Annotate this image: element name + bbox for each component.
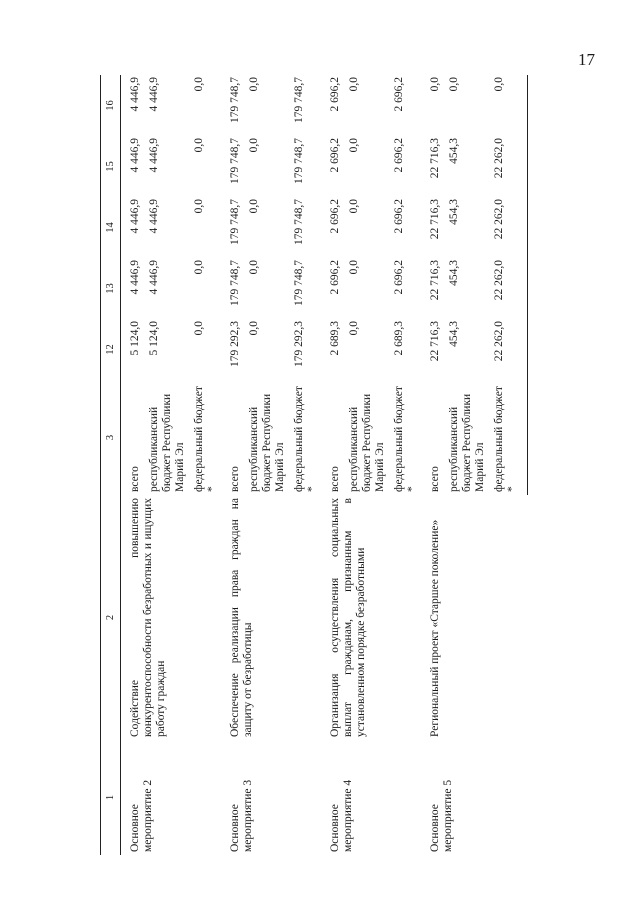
amount-cell: 2 689,3 (329, 321, 341, 356)
amount-cell: 4 446,9 (129, 138, 141, 173)
funding-source: республиканский бюджет Республики Марий Эл (148, 393, 186, 492)
amount-cell: 22 262,0 (489, 136, 528, 197)
amount-cell: 0,0 (248, 77, 260, 92)
amount-cell: 2 696,2 (329, 199, 341, 234)
amount-cell: 0,0 (248, 199, 260, 214)
amount-cell: 4 446,9 (148, 260, 160, 295)
activity-name: Основное мероприятие 2 (129, 779, 154, 852)
funding-source: республиканский бюджет Республики Марий Эл (248, 393, 286, 492)
amount-cell: 179 748,7 (229, 138, 241, 184)
amount-cell: 5 124,0 (148, 321, 160, 356)
activity-name: Основное мероприятие 3 (229, 779, 254, 852)
amount-cell: 0,0 (348, 321, 360, 336)
funding-source: всего (129, 466, 141, 492)
column-header: 13 (101, 258, 121, 319)
amount-cell: 0,0 (348, 77, 360, 92)
activity-description: Обеспечение реализации права граждан на защиту от безработицы (229, 498, 254, 737)
amount-cell: 22 262,0 (489, 197, 528, 258)
amount-cell: 0,0 (193, 138, 205, 153)
funding-source: республиканский бюджет Республики Марий Эл (348, 393, 386, 492)
table-body (121, 75, 528, 855)
column-header: 1 (101, 740, 121, 855)
amount-cell: 0,0 (348, 260, 360, 275)
table-row (421, 75, 444, 855)
table-row (221, 75, 244, 855)
amount-cell: 4 446,9 (129, 77, 141, 112)
activity-description: Организация осуществления социальных выплат гражданам, признанным в установленном порядке безработными (329, 498, 367, 737)
table-row (321, 75, 344, 855)
amount-cell: 0,0 (448, 77, 460, 92)
column-header: 12 (101, 319, 121, 380)
funding-source: всего (229, 466, 241, 492)
amount-cell: 179 748,7 (293, 138, 305, 184)
funding-source: федеральный бюджет * (293, 386, 318, 492)
amount-cell: 179 292,3 (229, 321, 241, 367)
amount-cell: 2 689,3 (393, 321, 405, 356)
amount-cell: 22 262,0 (489, 319, 528, 380)
amount-cell: 0,0 (193, 77, 205, 92)
table-header-row (101, 75, 121, 855)
rotated-table-wrapper (100, 75, 639, 855)
amount-cell: 454,3 (448, 199, 460, 225)
amount-cell: 0,0 (489, 75, 528, 136)
funding-source: федеральный бюджет * (393, 386, 418, 492)
amount-cell: 2 696,2 (393, 77, 405, 112)
amount-cell: 179 292,3 (293, 321, 305, 367)
amount-cell: 5 124,0 (129, 321, 141, 356)
budget-table (100, 75, 528, 855)
amount-cell: 454,3 (448, 138, 460, 164)
amount-cell: 0,0 (348, 138, 360, 153)
amount-cell: 4 446,9 (129, 260, 141, 295)
activity-description: Содействие повышению конкурентоспособности безработных и ищущих работу граждан (129, 498, 167, 737)
amount-cell: 2 696,2 (393, 199, 405, 234)
amount-cell: 4 446,9 (129, 199, 141, 234)
funding-source: федеральный бюджет * (489, 380, 528, 495)
amount-cell: 179 748,7 (293, 260, 305, 306)
amount-cell: 0,0 (193, 321, 205, 336)
table-row (121, 75, 145, 855)
amount-cell: 22 716,3 (429, 199, 441, 240)
amount-cell: 22 262,0 (489, 258, 528, 319)
amount-cell: 179 748,7 (229, 260, 241, 306)
amount-cell: 0,0 (248, 138, 260, 153)
column-header: 2 (101, 495, 121, 740)
column-header: 15 (101, 136, 121, 197)
funding-source: республиканский бюджет Республики Марий Эл (448, 393, 486, 492)
column-header: 3 (101, 380, 121, 495)
amount-cell: 179 748,7 (229, 77, 241, 123)
amount-cell: 4 446,9 (148, 138, 160, 173)
amount-cell: 179 748,7 (229, 199, 241, 245)
funding-source: всего (329, 466, 341, 492)
amount-cell: 22 716,3 (429, 260, 441, 301)
activity-name: Основное мероприятие 4 (329, 779, 354, 852)
column-header: 14 (101, 197, 121, 258)
page-number: 17 (578, 50, 595, 69)
amount-cell: 179 748,7 (293, 77, 305, 123)
funding-source: федеральный бюджет * (193, 386, 218, 492)
amount-cell: 2 696,2 (329, 138, 341, 173)
amount-cell: 0,0 (429, 77, 441, 92)
amount-cell: 4 446,9 (148, 199, 160, 234)
amount-cell: 22 716,3 (429, 321, 441, 362)
column-header: 16 (101, 75, 121, 136)
funding-source: всего (429, 466, 441, 492)
amount-cell: 454,3 (448, 260, 460, 286)
activity-name: Основное мероприятие 5 (429, 779, 454, 852)
amount-cell: 0,0 (193, 260, 205, 275)
amount-cell: 2 696,2 (329, 260, 341, 295)
amount-cell: 2 696,2 (393, 138, 405, 173)
amount-cell: 0,0 (248, 260, 260, 275)
amount-cell: 0,0 (248, 321, 260, 336)
amount-cell: 454,3 (448, 321, 460, 347)
amount-cell: 4 446,9 (148, 77, 160, 112)
activity-description: Региональный проект «Старшее поколение» (429, 519, 441, 737)
amount-cell: 179 748,7 (293, 199, 305, 245)
amount-cell: 2 696,2 (393, 260, 405, 295)
amount-cell: 0,0 (193, 199, 205, 214)
amount-cell: 0,0 (348, 199, 360, 214)
amount-cell: 2 696,2 (329, 77, 341, 112)
amount-cell: 22 716,3 (429, 138, 441, 179)
